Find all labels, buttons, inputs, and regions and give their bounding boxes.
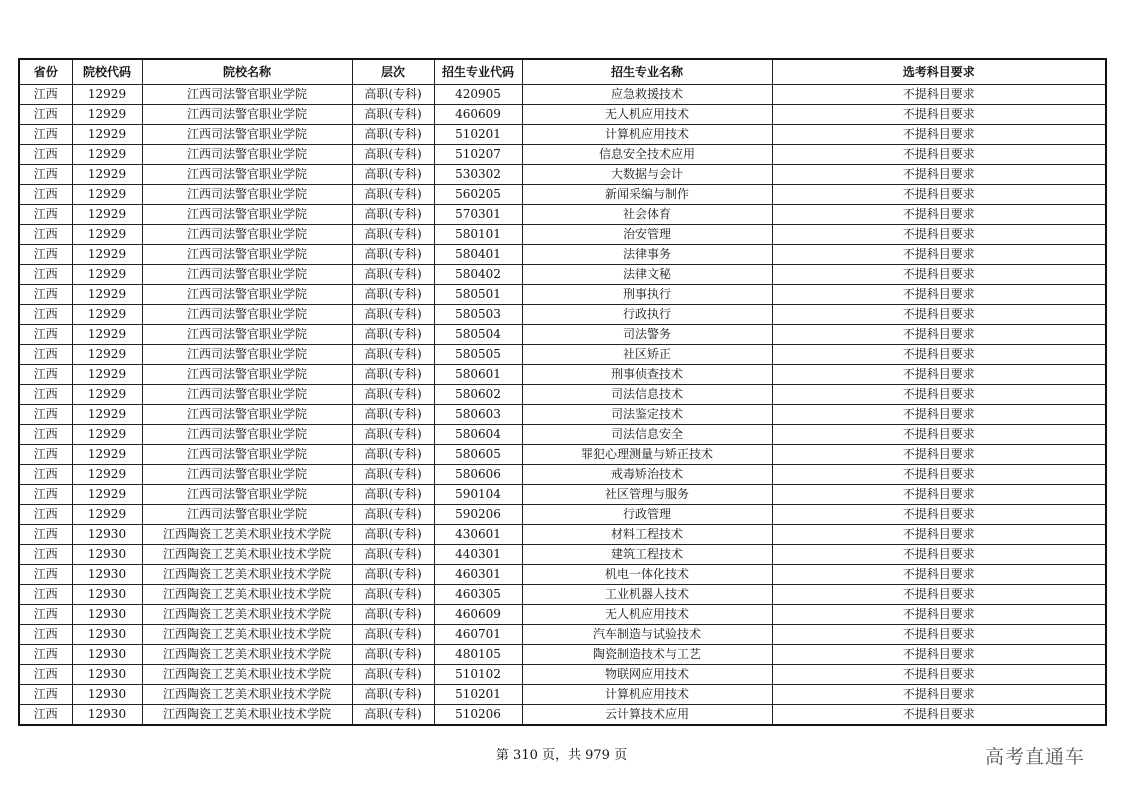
school-name-cell: 江西司法警官职业学院 (142, 505, 352, 525)
table-row (19, 645, 1106, 665)
school-code-cell: 12930 (72, 525, 142, 545)
table-row (19, 605, 1106, 625)
level-cell: 高职(专科) (352, 505, 434, 525)
school-code-cell: 12929 (72, 125, 142, 145)
major-code-cell: 580401 (434, 245, 522, 265)
school-name-cell: 江西司法警官职业学院 (142, 245, 352, 265)
major-code-cell: 530302 (434, 165, 522, 185)
school-code-cell: 12929 (72, 305, 142, 325)
major-name-cell: 材料工程技术 (522, 525, 772, 545)
province-cell: 江西 (19, 425, 72, 445)
subject-requirement-cell: 不提科目要求 (772, 605, 1106, 625)
column-header: 院校代码 (72, 59, 142, 85)
subject-requirement-cell: 不提科目要求 (772, 665, 1106, 685)
school-name-cell: 江西陶瓷工艺美术职业技术学院 (142, 585, 352, 605)
major-name-cell: 司法鉴定技术 (522, 405, 772, 425)
province-cell: 江西 (19, 385, 72, 405)
major-name-cell: 大数据与会计 (522, 165, 772, 185)
subject-requirement-cell: 不提科目要求 (772, 545, 1106, 565)
school-code-cell: 12929 (72, 465, 142, 485)
major-code-cell: 440301 (434, 545, 522, 565)
province-cell: 江西 (19, 105, 72, 125)
major-code-cell: 580402 (434, 265, 522, 285)
major-code-cell: 580603 (434, 405, 522, 425)
subject-requirement-cell: 不提科目要求 (772, 85, 1106, 105)
province-cell: 江西 (19, 485, 72, 505)
school-name-cell: 江西司法警官职业学院 (142, 85, 352, 105)
level-cell: 高职(专科) (352, 665, 434, 685)
major-code-cell: 580601 (434, 365, 522, 385)
major-name-cell: 无人机应用技术 (522, 605, 772, 625)
subject-requirement-cell: 不提科目要求 (772, 205, 1106, 225)
subject-requirement-cell: 不提科目要求 (772, 685, 1106, 705)
table-row (19, 585, 1106, 605)
school-name-cell: 江西司法警官职业学院 (142, 105, 352, 125)
column-header: 层次 (352, 59, 434, 85)
province-cell: 江西 (19, 305, 72, 325)
level-cell: 高职(专科) (352, 365, 434, 385)
subject-requirement-cell: 不提科目要求 (772, 365, 1106, 385)
table-row (19, 685, 1106, 705)
province-cell: 江西 (19, 545, 72, 565)
school-code-cell: 12929 (72, 165, 142, 185)
school-code-cell: 12929 (72, 185, 142, 205)
table-body (19, 85, 1106, 726)
major-code-cell: 460701 (434, 625, 522, 645)
major-code-cell: 580503 (434, 305, 522, 325)
school-code-cell: 12929 (72, 385, 142, 405)
school-name-cell: 江西司法警官职业学院 (142, 485, 352, 505)
major-code-cell: 510201 (434, 685, 522, 705)
table-row (19, 225, 1106, 245)
school-code-cell: 12929 (72, 325, 142, 345)
school-code-cell: 12929 (72, 285, 142, 305)
school-name-cell: 江西司法警官职业学院 (142, 165, 352, 185)
level-cell: 高职(专科) (352, 325, 434, 345)
level-cell: 高职(专科) (352, 445, 434, 465)
major-name-cell: 应急救援技术 (522, 85, 772, 105)
level-cell: 高职(专科) (352, 305, 434, 325)
major-code-cell: 580602 (434, 385, 522, 405)
major-code-cell: 590206 (434, 505, 522, 525)
province-cell: 江西 (19, 405, 72, 425)
major-code-cell: 580605 (434, 445, 522, 465)
level-cell: 高职(专科) (352, 285, 434, 305)
school-name-cell: 江西司法警官职业学院 (142, 445, 352, 465)
major-name-cell: 罪犯心理测量与矫正技术 (522, 445, 772, 465)
school-name-cell: 江西陶瓷工艺美术职业技术学院 (142, 685, 352, 705)
table-row (19, 165, 1106, 185)
major-name-cell: 汽车制造与试验技术 (522, 625, 772, 645)
subject-requirement-cell: 不提科目要求 (772, 265, 1106, 285)
table-row (19, 125, 1106, 145)
province-cell: 江西 (19, 445, 72, 465)
major-name-cell: 司法警务 (522, 325, 772, 345)
school-name-cell: 江西陶瓷工艺美术职业技术学院 (142, 545, 352, 565)
level-cell: 高职(专科) (352, 425, 434, 445)
province-cell: 江西 (19, 265, 72, 285)
major-name-cell: 计算机应用技术 (522, 685, 772, 705)
table-row (19, 105, 1106, 125)
school-code-cell: 12929 (72, 105, 142, 125)
school-code-cell: 12930 (72, 565, 142, 585)
major-code-cell: 580101 (434, 225, 522, 245)
major-name-cell: 云计算技术应用 (522, 705, 772, 726)
school-code-cell: 12929 (72, 345, 142, 365)
major-code-cell: 480105 (434, 645, 522, 665)
level-cell: 高职(专科) (352, 205, 434, 225)
major-code-cell: 510207 (434, 145, 522, 165)
level-cell: 高职(专科) (352, 265, 434, 285)
province-cell: 江西 (19, 465, 72, 485)
subject-requirement-cell: 不提科目要求 (772, 345, 1106, 365)
column-header: 省份 (19, 59, 72, 85)
level-cell: 高职(专科) (352, 385, 434, 405)
school-name-cell: 江西司法警官职业学院 (142, 465, 352, 485)
province-cell: 江西 (19, 365, 72, 385)
province-cell: 江西 (19, 165, 72, 185)
page-number: 第 310 页，共 979 页 (495, 748, 628, 763)
table-row (19, 85, 1106, 105)
level-cell: 高职(专科) (352, 345, 434, 365)
subject-requirement-cell: 不提科目要求 (772, 525, 1106, 545)
major-code-cell: 510102 (434, 665, 522, 685)
province-cell: 江西 (19, 245, 72, 265)
school-name-cell: 江西司法警官职业学院 (142, 325, 352, 345)
major-name-cell: 计算机应用技术 (522, 125, 772, 145)
column-header: 招生专业代码 (434, 59, 522, 85)
table-row (19, 405, 1106, 425)
school-name-cell: 江西司法警官职业学院 (142, 265, 352, 285)
major-name-cell: 法律事务 (522, 245, 772, 265)
level-cell: 高职(专科) (352, 185, 434, 205)
major-name-cell: 机电一体化技术 (522, 565, 772, 585)
level-cell: 高职(专科) (352, 105, 434, 125)
table-row (19, 185, 1106, 205)
column-header: 院校名称 (142, 59, 352, 85)
major-code-cell: 430601 (434, 525, 522, 545)
level-cell: 高职(专科) (352, 405, 434, 425)
major-name-cell: 戒毒矫治技术 (522, 465, 772, 485)
school-code-cell: 12929 (72, 265, 142, 285)
major-name-cell: 社会体育 (522, 205, 772, 225)
table-header-row (19, 59, 1106, 85)
subject-requirement-cell: 不提科目要求 (772, 145, 1106, 165)
school-code-cell: 12929 (72, 485, 142, 505)
school-name-cell: 江西司法警官职业学院 (142, 285, 352, 305)
table-row (19, 285, 1106, 305)
school-name-cell: 江西陶瓷工艺美术职业技术学院 (142, 705, 352, 726)
subject-requirement-cell: 不提科目要求 (772, 565, 1106, 585)
subject-requirement-cell: 不提科目要求 (772, 585, 1106, 605)
major-code-cell: 580604 (434, 425, 522, 445)
province-cell: 江西 (19, 525, 72, 545)
school-code-cell: 12929 (72, 225, 142, 245)
level-cell: 高职(专科) (352, 565, 434, 585)
province-cell: 江西 (19, 665, 72, 685)
school-name-cell: 江西陶瓷工艺美术职业技术学院 (142, 605, 352, 625)
school-name-cell: 江西司法警官职业学院 (142, 305, 352, 325)
school-name-cell: 江西司法警官职业学院 (142, 405, 352, 425)
major-name-cell: 治安管理 (522, 225, 772, 245)
province-cell: 江西 (19, 605, 72, 625)
school-name-cell: 江西司法警官职业学院 (142, 225, 352, 245)
subject-requirement-cell: 不提科目要求 (772, 245, 1106, 265)
major-name-cell: 刑事执行 (522, 285, 772, 305)
major-name-cell: 法律文秘 (522, 265, 772, 285)
major-code-cell: 510201 (434, 125, 522, 145)
table-row (19, 205, 1106, 225)
school-name-cell: 江西司法警官职业学院 (142, 185, 352, 205)
table-row (19, 545, 1106, 565)
subject-requirement-cell: 不提科目要求 (772, 225, 1106, 245)
school-code-cell: 12929 (72, 85, 142, 105)
table-row (19, 365, 1106, 385)
major-name-cell: 建筑工程技术 (522, 545, 772, 565)
table-row (19, 145, 1106, 165)
school-code-cell: 12929 (72, 145, 142, 165)
table-row (19, 465, 1106, 485)
school-name-cell: 江西司法警官职业学院 (142, 345, 352, 365)
column-header: 招生专业名称 (522, 59, 772, 85)
major-code-cell: 580606 (434, 465, 522, 485)
major-code-cell: 460609 (434, 605, 522, 625)
school-code-cell: 12930 (72, 645, 142, 665)
school-name-cell: 江西陶瓷工艺美术职业技术学院 (142, 565, 352, 585)
school-name-cell: 江西司法警官职业学院 (142, 385, 352, 405)
school-code-cell: 12929 (72, 405, 142, 425)
level-cell: 高职(专科) (352, 685, 434, 705)
level-cell: 高职(专科) (352, 645, 434, 665)
table-row (19, 445, 1106, 465)
table-row (19, 705, 1106, 726)
school-code-cell: 12930 (72, 685, 142, 705)
province-cell: 江西 (19, 205, 72, 225)
school-name-cell: 江西陶瓷工艺美术职业技术学院 (142, 665, 352, 685)
major-code-cell: 580505 (434, 345, 522, 365)
province-cell: 江西 (19, 505, 72, 525)
table-row (19, 565, 1106, 585)
major-name-cell: 陶瓷制造技术与工艺 (522, 645, 772, 665)
watermark-logo: 高考直通车 (985, 746, 1086, 768)
school-code-cell: 12930 (72, 625, 142, 645)
school-code-cell: 12929 (72, 205, 142, 225)
subject-requirement-cell: 不提科目要求 (772, 385, 1106, 405)
province-cell: 江西 (19, 645, 72, 665)
subject-requirement-cell: 不提科目要求 (772, 485, 1106, 505)
subject-requirement-cell: 不提科目要求 (772, 285, 1106, 305)
table-row (19, 345, 1106, 365)
major-name-cell: 物联网应用技术 (522, 665, 772, 685)
level-cell: 高职(专科) (352, 225, 434, 245)
major-code-cell: 560205 (434, 185, 522, 205)
school-code-cell: 12930 (72, 605, 142, 625)
subject-requirement-cell: 不提科目要求 (772, 445, 1106, 465)
major-code-cell: 510206 (434, 705, 522, 726)
subject-requirement-cell: 不提科目要求 (772, 325, 1106, 345)
province-cell: 江西 (19, 145, 72, 165)
major-name-cell: 信息安全技术应用 (522, 145, 772, 165)
school-name-cell: 江西司法警官职业学院 (142, 365, 352, 385)
table-row (19, 325, 1106, 345)
school-name-cell: 江西司法警官职业学院 (142, 145, 352, 165)
major-code-cell: 580501 (434, 285, 522, 305)
school-name-cell: 江西司法警官职业学院 (142, 425, 352, 445)
level-cell: 高职(专科) (352, 585, 434, 605)
major-name-cell: 社区矫正 (522, 345, 772, 365)
major-code-cell: 580504 (434, 325, 522, 345)
subject-requirement-cell: 不提科目要求 (772, 105, 1106, 125)
province-cell: 江西 (19, 185, 72, 205)
province-cell: 江西 (19, 125, 72, 145)
level-cell: 高职(专科) (352, 85, 434, 105)
school-name-cell: 江西陶瓷工艺美术职业技术学院 (142, 645, 352, 665)
table-row (19, 425, 1106, 445)
province-cell: 江西 (19, 625, 72, 645)
major-name-cell: 刑事侦查技术 (522, 365, 772, 385)
column-header: 选考科目要求 (772, 59, 1106, 85)
subject-requirement-cell: 不提科目要求 (772, 705, 1106, 726)
table-row (19, 485, 1106, 505)
major-name-cell: 司法信息安全 (522, 425, 772, 445)
level-cell: 高职(专科) (352, 705, 434, 726)
major-code-cell: 460305 (434, 585, 522, 605)
level-cell: 高职(专科) (352, 605, 434, 625)
subject-requirement-cell: 不提科目要求 (772, 165, 1106, 185)
level-cell: 高职(专科) (352, 625, 434, 645)
table-row (19, 505, 1106, 525)
school-name-cell: 江西陶瓷工艺美术职业技术学院 (142, 625, 352, 645)
table-row (19, 245, 1106, 265)
subject-requirement-cell: 不提科目要求 (772, 185, 1106, 205)
level-cell: 高职(专科) (352, 485, 434, 505)
subject-requirement-cell: 不提科目要求 (772, 465, 1106, 485)
subject-requirement-cell: 不提科目要求 (772, 645, 1106, 665)
level-cell: 高职(专科) (352, 125, 434, 145)
level-cell: 高职(专科) (352, 545, 434, 565)
subject-requirement-cell: 不提科目要求 (772, 405, 1106, 425)
school-code-cell: 12929 (72, 445, 142, 465)
major-code-cell: 420905 (434, 85, 522, 105)
province-cell: 江西 (19, 705, 72, 726)
school-name-cell: 江西司法警官职业学院 (142, 205, 352, 225)
school-code-cell: 12929 (72, 505, 142, 525)
province-cell: 江西 (19, 585, 72, 605)
subject-requirement-cell: 不提科目要求 (772, 625, 1106, 645)
table-row (19, 305, 1106, 325)
major-name-cell: 行政执行 (522, 305, 772, 325)
major-name-cell: 工业机器人技术 (522, 585, 772, 605)
school-code-cell: 12929 (72, 365, 142, 385)
province-cell: 江西 (19, 685, 72, 705)
table-row (19, 625, 1106, 645)
subject-requirement-cell: 不提科目要求 (772, 125, 1106, 145)
major-name-cell: 行政管理 (522, 505, 772, 525)
major-name-cell: 新闻采编与制作 (522, 185, 772, 205)
province-cell: 江西 (19, 345, 72, 365)
major-name-cell: 无人机应用技术 (522, 105, 772, 125)
major-code-cell: 570301 (434, 205, 522, 225)
level-cell: 高职(专科) (352, 465, 434, 485)
level-cell: 高职(专科) (352, 165, 434, 185)
table-row (19, 265, 1106, 285)
school-code-cell: 12929 (72, 245, 142, 265)
school-code-cell: 12930 (72, 705, 142, 726)
province-cell: 江西 (19, 565, 72, 585)
province-cell: 江西 (19, 85, 72, 105)
level-cell: 高职(专科) (352, 245, 434, 265)
province-cell: 江西 (19, 325, 72, 345)
table-row (19, 665, 1106, 685)
major-code-cell: 460609 (434, 105, 522, 125)
school-name-cell: 江西司法警官职业学院 (142, 125, 352, 145)
table-row (19, 525, 1106, 545)
school-code-cell: 12930 (72, 585, 142, 605)
school-code-cell: 12930 (72, 665, 142, 685)
major-name-cell: 司法信息技术 (522, 385, 772, 405)
admissions-table (18, 58, 1107, 726)
major-name-cell: 社区管理与服务 (522, 485, 772, 505)
province-cell: 江西 (19, 285, 72, 305)
subject-requirement-cell: 不提科目要求 (772, 505, 1106, 525)
major-code-cell: 460301 (434, 565, 522, 585)
school-code-cell: 12929 (72, 425, 142, 445)
subject-requirement-cell: 不提科目要求 (772, 425, 1106, 445)
level-cell: 高职(专科) (352, 145, 434, 165)
school-name-cell: 江西陶瓷工艺美术职业技术学院 (142, 525, 352, 545)
school-code-cell: 12930 (72, 545, 142, 565)
table-row (19, 385, 1106, 405)
subject-requirement-cell: 不提科目要求 (772, 305, 1106, 325)
province-cell: 江西 (19, 225, 72, 245)
level-cell: 高职(专科) (352, 525, 434, 545)
major-code-cell: 590104 (434, 485, 522, 505)
